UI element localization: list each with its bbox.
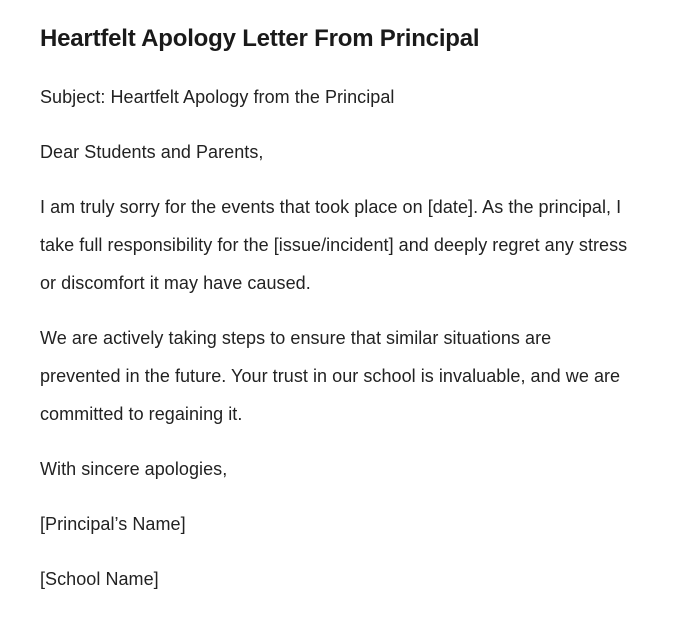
body-paragraph-1: I am truly sorry for the events that took place on [date]. As the principal, I take full responsibility for the [issue/incident] and deeply regret any stress or discomfort it may have caused. <box>40 197 628 293</box>
subject-line: Subject: Heartfelt Apology from the Principal <box>40 87 395 107</box>
signature-school-name: [School Name] <box>40 569 159 589</box>
signature-principal-name: [Principal’s Name] <box>40 514 186 534</box>
closing-line: With sincere apologies, <box>40 459 228 479</box>
body-paragraph-2: We are actively taking steps to ensure that similar situations are prevented in the future. Your trust in our school is invaluable, and we are committed to regaining it. <box>40 328 621 424</box>
page-title: Heartfelt Apology Letter From Principal <box>40 25 480 52</box>
salutation-line: Dear Students and Parents, <box>40 142 264 162</box>
